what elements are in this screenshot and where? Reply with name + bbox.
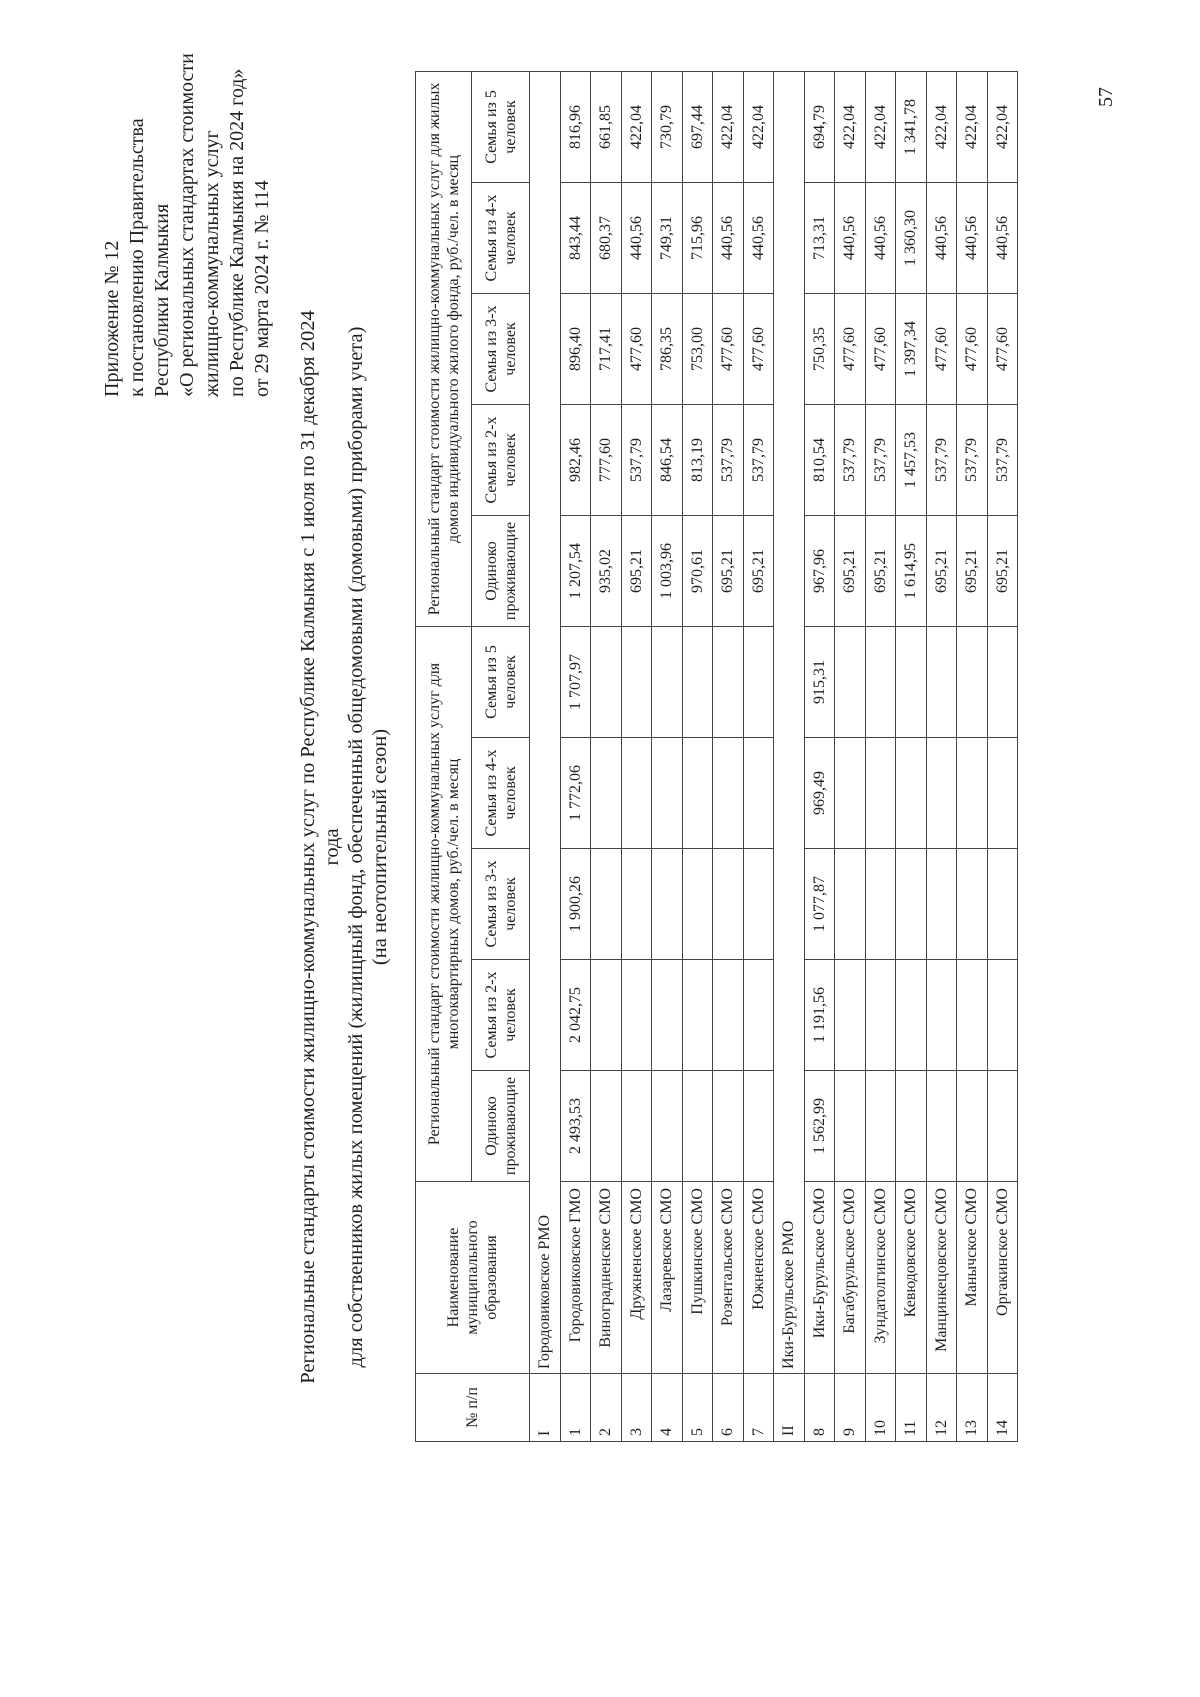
title-line-1: Региональные стандарты стоимости жилищно-коммунальных услуг по Республике Калмыкия с 1 июля по 31 декабря 2024 года [297, 310, 343, 1384]
izd-value-cell: 477,60 [835, 293, 866, 404]
mkd-value-cell [835, 626, 866, 737]
mkd-value-cell [896, 738, 927, 849]
row-number: 5 [682, 1374, 713, 1442]
izd-value-cell: 896,40 [560, 293, 591, 404]
table-row [682, 71, 713, 1441]
table-row [957, 71, 988, 1441]
municipality-name: Оргакинское СМО [987, 1182, 1018, 1374]
izd-value-cell: 537,79 [835, 404, 866, 515]
group-name: Ики-Бурульское РМО [774, 71, 805, 1373]
mkd-value-cell [865, 960, 896, 1071]
izd-value-cell: 537,79 [957, 404, 988, 515]
izd-value-cell: 695,21 [835, 515, 866, 626]
row-number: I [530, 1374, 561, 1442]
table-row [896, 71, 927, 1441]
appendix-line: Республики Калмыкия [151, 203, 173, 397]
mkd-value-cell [896, 960, 927, 1071]
row-number: 7 [743, 1374, 774, 1442]
page-number: 57 [1095, 87, 1117, 107]
table-row [987, 71, 1018, 1441]
mkd-value-cell [957, 1071, 988, 1182]
mkd-value-cell [682, 738, 713, 849]
municipality-name: Южненское СМО [743, 1182, 774, 1374]
izd-value-cell: 715,96 [682, 182, 713, 293]
izd-value-cell: 422,04 [957, 71, 988, 182]
izd-value-cell: 422,04 [621, 71, 652, 182]
mkd-value-cell [743, 738, 774, 849]
appendix-line: к постановлению Правительства [126, 118, 148, 397]
row-number: 8 [804, 1374, 835, 1442]
mkd-value-cell [835, 1071, 866, 1182]
mkd-value-cell [621, 738, 652, 849]
municipality-name: Виноградненское СМО [591, 1182, 622, 1374]
izd-value-cell: 477,60 [713, 293, 744, 404]
mkd-value-cell [621, 849, 652, 960]
mkd-value-cell: 1 191,56 [804, 960, 835, 1071]
izd-value-cell: 440,56 [835, 182, 866, 293]
mkd-value-cell [835, 960, 866, 1071]
municipality-name: Дружненское СМО [621, 1182, 652, 1374]
izd-value-cell: 697,44 [682, 71, 713, 182]
izd-value-cell: 1 397,34 [896, 293, 927, 404]
mkd-value-cell: 915,31 [804, 626, 835, 737]
group-name: Городовиковское РМО [530, 71, 561, 1373]
document-title [296, 297, 392, 1397]
mkd-value-cell [591, 960, 622, 1071]
table-row [713, 71, 744, 1441]
mkd-value-cell [743, 626, 774, 737]
izd-value-cell: 1 003,96 [652, 515, 683, 626]
mkd-value-cell [652, 960, 683, 1071]
mkd-value-cell [987, 738, 1018, 849]
header-mkd-family-2: Семья из 2-х человек [472, 960, 530, 1071]
row-number: 12 [926, 1374, 957, 1442]
mkd-value-cell [865, 1071, 896, 1182]
izd-value-cell: 537,79 [621, 404, 652, 515]
mkd-value-cell [926, 738, 957, 849]
izd-value-cell: 537,79 [987, 404, 1018, 515]
izd-value-cell: 422,04 [865, 71, 896, 182]
izd-value-cell: 680,37 [591, 182, 622, 293]
mkd-value-cell [896, 626, 927, 737]
mkd-value-cell [957, 738, 988, 849]
izd-value-cell: 440,56 [713, 182, 744, 293]
municipality-name: Пушкинское СМО [682, 1182, 713, 1374]
izd-value-cell: 695,21 [713, 515, 744, 626]
appendix-line: Приложение № 12 [101, 240, 123, 397]
mkd-value-cell [682, 849, 713, 960]
header-izd-family-3: Семья из 3-х человек [472, 293, 530, 404]
header-mkd-family-5: Семья из 5 человек [472, 626, 530, 737]
appendix-line: по Республике Калмыкия на 2024 год» [226, 68, 248, 397]
mkd-value-cell [865, 849, 896, 960]
header-mkd-family-3: Семья из 3-х человек [472, 849, 530, 960]
header-number: № п/п [416, 1374, 530, 1442]
municipality-name: Лазаревское СМО [652, 1182, 683, 1374]
izd-value-cell: 694,79 [804, 71, 835, 182]
row-number: 2 [591, 1374, 622, 1442]
mkd-value-cell [591, 1071, 622, 1182]
izd-value-cell: 846,54 [652, 404, 683, 515]
row-number: II [774, 1374, 805, 1442]
mkd-value-cell [652, 849, 683, 960]
table-row [804, 71, 835, 1441]
mkd-value-cell [743, 1071, 774, 1182]
mkd-value-cell [682, 1071, 713, 1182]
izd-value-cell: 967,96 [804, 515, 835, 626]
row-number: 9 [835, 1374, 866, 1442]
mkd-value-cell: 2 493,53 [560, 1071, 591, 1182]
izd-value-cell: 477,60 [926, 293, 957, 404]
standards-table [415, 71, 1018, 1442]
mkd-value-cell [713, 849, 744, 960]
mkd-value-cell [926, 1071, 957, 1182]
mkd-value-cell [926, 960, 957, 1071]
izd-value-cell: 1 360,30 [896, 182, 927, 293]
appendix-line: жилищно-коммунальных услуг [201, 130, 223, 397]
header-izd-single: Одиноко проживающие [472, 515, 530, 626]
izd-value-cell: 477,60 [743, 293, 774, 404]
mkd-value-cell [957, 960, 988, 1071]
izd-value-cell: 810,54 [804, 404, 835, 515]
title-line-2: для собственников жилых помещений (жилищный фонд, обеспеченный общедомовыми (домовыми) приборами учета) [345, 326, 367, 1368]
izd-value-cell: 935,02 [591, 515, 622, 626]
izd-value-cell: 477,60 [865, 293, 896, 404]
row-number: 13 [957, 1374, 988, 1442]
izd-value-cell: 753,00 [682, 293, 713, 404]
izd-value-cell: 440,56 [865, 182, 896, 293]
izd-value-cell: 537,79 [865, 404, 896, 515]
mkd-value-cell [591, 849, 622, 960]
header-group-mkd: Региональный стандарт стоимости жилищно-коммунальных услуг для многоквартирных домов, руб./чел. в месяц [416, 626, 472, 1181]
izd-value-cell: 982,46 [560, 404, 591, 515]
mkd-value-cell: 969,49 [804, 738, 835, 849]
mkd-value-cell: 1 900,26 [560, 849, 591, 960]
mkd-value-cell [987, 1071, 1018, 1182]
municipality-name: Городовиковское ГМО [560, 1182, 591, 1374]
mkd-value-cell [896, 849, 927, 960]
mkd-value-cell: 2 042,75 [560, 960, 591, 1071]
header-izd-family-5: Семья из 5 человек [472, 71, 530, 182]
table-row [621, 71, 652, 1441]
mkd-value-cell [591, 738, 622, 849]
mkd-value-cell: 1 562,99 [804, 1071, 835, 1182]
izd-value-cell: 537,79 [743, 404, 774, 515]
izd-value-cell: 422,04 [835, 71, 866, 182]
izd-value-cell: 440,56 [987, 182, 1018, 293]
izd-value-cell: 422,04 [713, 71, 744, 182]
izd-value-cell: 749,31 [652, 182, 683, 293]
izd-value-cell: 1 207,54 [560, 515, 591, 626]
izd-value-cell: 813,19 [682, 404, 713, 515]
municipality-name: Кевюдовское СМО [896, 1182, 927, 1374]
mkd-value-cell [957, 626, 988, 737]
izd-value-cell: 1 341,78 [896, 71, 927, 182]
izd-value-cell: 477,60 [621, 293, 652, 404]
mkd-value-cell [682, 960, 713, 1071]
mkd-value-cell: 1 772,06 [560, 738, 591, 849]
izd-value-cell: 695,21 [743, 515, 774, 626]
municipality-name: Зундатолгинское СМО [865, 1182, 896, 1374]
mkd-value-cell [621, 960, 652, 1071]
mkd-value-cell: 1 077,87 [804, 849, 835, 960]
table-row [926, 71, 957, 1441]
table-row [560, 71, 591, 1441]
appendix-line: от 29 марта 2024 г. № 114 [251, 180, 273, 397]
title-line-3: (на неотопительный сезон) [369, 728, 391, 966]
table-body [530, 71, 1018, 1441]
header-izd-family-4: Семья из 4-х человек [472, 182, 530, 293]
izd-value-cell: 970,61 [682, 515, 713, 626]
mkd-value-cell: 1 707,97 [560, 626, 591, 737]
izd-value-cell: 750,35 [804, 293, 835, 404]
mkd-value-cell [987, 960, 1018, 1071]
header-group-izd: Региональный стандарт стоимости жилищно-коммунальных услуг для жилых домов индивидуального жилого фонда, руб./чел. в месяц [416, 71, 472, 626]
izd-value-cell: 786,35 [652, 293, 683, 404]
row-number: 1 [560, 1374, 591, 1442]
mkd-value-cell [865, 738, 896, 849]
mkd-value-cell [652, 1071, 683, 1182]
mkd-value-cell [591, 626, 622, 737]
mkd-value-cell [682, 626, 713, 737]
izd-value-cell: 1 614,95 [896, 515, 927, 626]
mkd-value-cell [987, 849, 1018, 960]
izd-value-cell: 440,56 [743, 182, 774, 293]
row-number: 4 [652, 1374, 683, 1442]
header-mkd-single: Одиноко проживающие [472, 1071, 530, 1182]
row-number: 10 [865, 1374, 896, 1442]
mkd-value-cell [987, 626, 1018, 737]
mkd-value-cell [621, 626, 652, 737]
table-group-row [530, 71, 561, 1441]
table-group-row [774, 71, 805, 1441]
municipality-name: Манцинкецовское СМО [926, 1182, 957, 1374]
izd-value-cell: 422,04 [926, 71, 957, 182]
municipality-name: Багабурульское СМО [835, 1182, 866, 1374]
header-mkd-family-4: Семья из 4-х человек [472, 738, 530, 849]
header-name: Наименование муниципального образования [416, 1182, 530, 1374]
mkd-value-cell [835, 738, 866, 849]
table-row [743, 71, 774, 1441]
izd-value-cell: 477,60 [957, 293, 988, 404]
mkd-value-cell [743, 849, 774, 960]
izd-value-cell: 695,21 [621, 515, 652, 626]
izd-value-cell: 440,56 [926, 182, 957, 293]
izd-value-cell: 717,41 [591, 293, 622, 404]
row-number: 14 [987, 1374, 1018, 1442]
izd-value-cell: 695,21 [987, 515, 1018, 626]
izd-value-cell: 537,79 [926, 404, 957, 515]
izd-value-cell: 422,04 [987, 71, 1018, 182]
mkd-value-cell [926, 849, 957, 960]
mkd-value-cell [743, 960, 774, 1071]
mkd-value-cell [957, 849, 988, 960]
mkd-value-cell [896, 1071, 927, 1182]
izd-value-cell: 843,44 [560, 182, 591, 293]
row-number: 6 [713, 1374, 744, 1442]
row-number: 11 [896, 1374, 927, 1442]
table-row [835, 71, 866, 1441]
municipality-name: Ики-Бурульское СМО [804, 1182, 835, 1374]
mkd-value-cell [713, 738, 744, 849]
table-row [652, 71, 683, 1441]
izd-value-cell: 537,79 [713, 404, 744, 515]
mkd-value-cell [713, 1071, 744, 1182]
mkd-value-cell [652, 626, 683, 737]
izd-value-cell: 777,60 [591, 404, 622, 515]
izd-value-cell: 695,21 [865, 515, 896, 626]
appendix-line: «О региональных стандартах стоимости [176, 53, 198, 397]
mkd-value-cell [835, 849, 866, 960]
mkd-value-cell [713, 626, 744, 737]
mkd-value-cell [621, 1071, 652, 1182]
table-row [865, 71, 896, 1441]
mkd-value-cell [865, 626, 896, 737]
header-izd-family-2: Семья из 2-х человек [472, 404, 530, 515]
izd-value-cell: 816,96 [560, 71, 591, 182]
izd-value-cell: 440,56 [957, 182, 988, 293]
row-number: 3 [621, 1374, 652, 1442]
appendix-block [100, 53, 275, 397]
mkd-value-cell [652, 738, 683, 849]
izd-value-cell: 477,60 [987, 293, 1018, 404]
izd-value-cell: 422,04 [743, 71, 774, 182]
mkd-value-cell [926, 626, 957, 737]
izd-value-cell: 730,79 [652, 71, 683, 182]
izd-value-cell: 695,21 [926, 515, 957, 626]
municipality-name: Розентальское СМО [713, 1182, 744, 1374]
municipality-name: Манычское СМО [957, 1182, 988, 1374]
mkd-value-cell [713, 960, 744, 1071]
izd-value-cell: 713,31 [804, 182, 835, 293]
izd-value-cell: 440,56 [621, 182, 652, 293]
table-row [591, 71, 622, 1441]
izd-value-cell: 695,21 [957, 515, 988, 626]
izd-value-cell: 661,85 [591, 71, 622, 182]
izd-value-cell: 1 457,53 [896, 404, 927, 515]
